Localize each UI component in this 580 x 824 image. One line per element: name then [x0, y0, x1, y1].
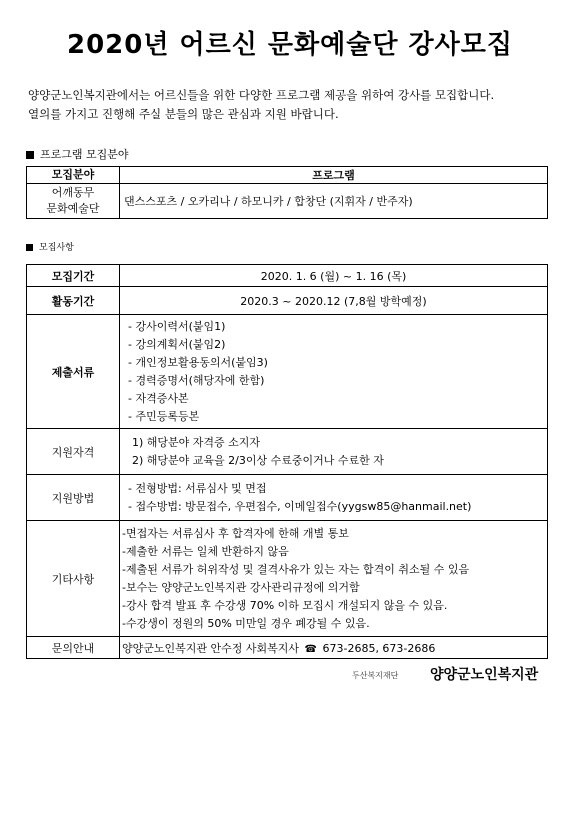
contact-label: 문의안내	[27, 637, 120, 659]
qual-label: 지원자격	[27, 429, 120, 475]
table-row	[27, 184, 548, 219]
list-item: - 자격증사본	[128, 391, 189, 405]
period-value: 2020. 1. 6 (월) ~ 1. 16 (목)	[120, 265, 548, 287]
list-item: - 주민등록등본	[128, 409, 200, 423]
phone-icon: ☎	[304, 643, 317, 655]
list-item: - 전형방법: 서류심사 및 면접	[128, 481, 267, 495]
list-item: - 강의계획서(붙임2)	[128, 337, 226, 351]
category-cell	[27, 184, 120, 219]
program-table	[26, 166, 548, 219]
table-header: 모집분야	[27, 167, 120, 184]
docs-label: 제출서류	[27, 315, 120, 429]
intro-line-2: 열의를 가지고 진행해 주실 분들의 많은 관심과 지원 바랍니다.	[28, 107, 339, 121]
section-label: 프로그램 모집분야	[40, 148, 129, 161]
activity-value: 2020.3 ~ 2020.12 (7,8월 방학예정)	[120, 287, 548, 315]
details-table	[26, 264, 548, 659]
etc-list	[120, 521, 548, 637]
list-item: -보수는 양양군노인복지관 강사관리규정에 의거함	[122, 580, 360, 594]
period-label: 모집기간	[27, 265, 120, 287]
section-details-heading	[26, 240, 74, 253]
category-line: 문화예술단	[46, 202, 100, 215]
table-row	[27, 265, 548, 287]
table-row	[27, 429, 548, 475]
section-label: 모집사항	[39, 243, 74, 253]
foundation-name: 두산복지재단	[352, 671, 399, 680]
etc-label: 기타사항	[27, 521, 120, 637]
table-row	[27, 287, 548, 315]
table-header: 프로그램	[120, 167, 548, 184]
method-label: 지원방법	[27, 475, 120, 521]
method-list	[120, 475, 548, 521]
contact-cell	[120, 637, 548, 659]
section-program-heading	[26, 146, 129, 162]
square-bullet-icon	[26, 244, 33, 251]
category-line: 어깨동무	[51, 186, 95, 199]
list-item: - 경력증명서(해당자에 한함)	[128, 373, 265, 387]
list-item: -제출한 서류는 일체 반환하지 않음	[122, 544, 289, 558]
list-item: - 접수방법: 방문접수, 우편접수, 이메일접수(yygsw85@hanmail.net)	[128, 499, 472, 513]
list-item: -제출된 서류가 허위작성 및 결격사유가 있는 자는 합격이 취소될 수 있음	[122, 562, 470, 576]
activity-label: 활동기간	[27, 287, 120, 315]
docs-list	[120, 315, 548, 429]
table-row	[27, 521, 548, 637]
list-item: - 개인정보활용동의서(붙임3)	[128, 355, 268, 369]
page-title: 2020년 어르신 문화예술단 강사모집	[66, 30, 514, 60]
square-bullet-icon	[26, 151, 34, 159]
list-item: - 강사이력서(붙임1)	[128, 319, 226, 333]
contact-text: 양양군노인복지관 안수정 사회복지사	[122, 641, 300, 655]
list-item: -면접자는 서류심사 후 합격자에 한해 개별 통보	[122, 526, 349, 540]
programs-cell: 댄스스포츠 / 오카리나 / 하모니카 / 합창단 (지휘자 / 반주자)	[120, 184, 548, 219]
list-item: -강사 합격 발표 후 수강생 70% 이하 모집시 개설되지 않을 수 있음.	[122, 598, 448, 612]
contact-phone: 673-2685, 673-2686	[322, 641, 436, 655]
organization-name: 양양군노인복지관	[430, 667, 539, 683]
list-item: 1) 해당분야 자격증 소지자	[132, 435, 261, 449]
table-row	[27, 475, 548, 521]
intro-line-1: 양양군노인복지관에서는 어르신들을 위한 다양한 프로그램 제공을 위하여 강사를 모집합니다.	[28, 88, 495, 102]
table-header-row	[27, 167, 548, 184]
intro-text	[28, 86, 494, 124]
table-row	[27, 637, 548, 659]
table-row	[27, 315, 548, 429]
list-item: -수강생이 정원의 50% 미만일 경우 폐강될 수 있음.	[122, 616, 370, 630]
list-item: 2) 해당분야 교육을 2/3이상 수료중이거나 수료한 자	[132, 453, 384, 467]
qual-list	[120, 429, 548, 475]
